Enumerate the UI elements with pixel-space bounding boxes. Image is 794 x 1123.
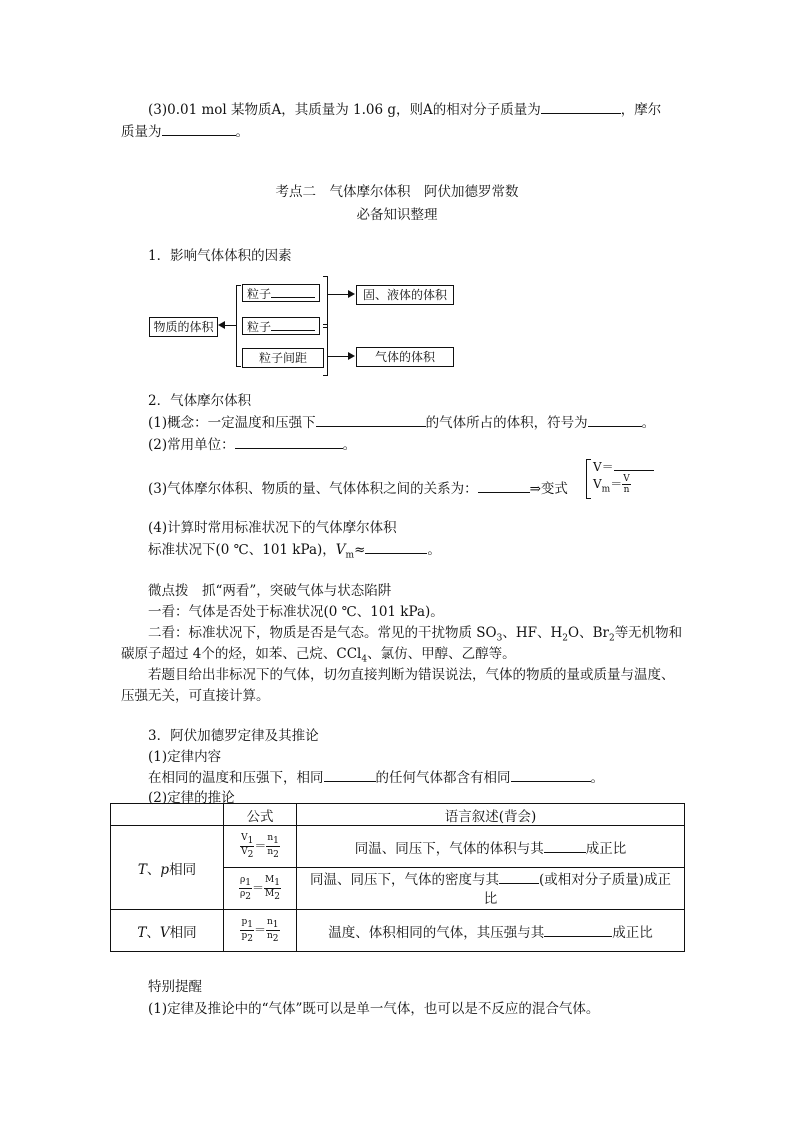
avogadro-law-table: [110, 803, 685, 952]
remind-title: 特别提醒: [148, 979, 202, 995]
formula-cell: $\frac{\rho_1}{\rho_2}$ ＝ $\frac{M_1}{M_2}$: [224, 868, 297, 910]
s1-heading: 1．影响气体体积的因素: [148, 248, 292, 264]
statement-cell: 同温、同压下，气体的体积与其 成正比: [297, 826, 685, 868]
tip-l1: 一看：气体是否处于标准状况(0 ℃、101 kPa)。: [148, 604, 444, 620]
q3-line2: 质量为 。: [121, 120, 249, 140]
right-brace-top: [323, 276, 328, 328]
answer-blank[interactable]: [544, 838, 586, 853]
condition-cell: T、p相同: [111, 826, 224, 910]
s2-p3: (3)气体摩尔体积、物质的量、气体体积之间的关系为： ⇒变式: [148, 477, 568, 497]
answer-blank[interactable]: [478, 478, 530, 493]
tip-l3: 碳原子超过 4个的烃，如苯、己烷、CCl$_4$、氯仿、甲醇、乙醇等。: [121, 646, 516, 665]
s2-heading: 2．气体摩尔体积: [148, 393, 252, 409]
result-box-1: 固、液体的体积: [356, 285, 454, 305]
arrow-right-icon: [348, 290, 355, 298]
s3-p1: (1)定律内容: [148, 749, 222, 765]
answer-blank[interactable]: [541, 99, 621, 114]
condition-cell: T、V相同: [111, 910, 224, 952]
tip-l2: 二看：标准状况下，物质是否是气态。常见的干扰物质 $SO_3$、HF、$H_2O$、$Br_2$等无机物和: [148, 625, 683, 644]
s3-p2: 在相同的温度和压强下，相同 的任何气体都含有相同 。: [148, 766, 604, 786]
q3-line1: (3)0.01 mol 某物质A，其质量为 1.06 g，则A的相对分子质量为 ，摩尔: [148, 98, 661, 118]
section-title: 考点二 气体摩尔体积 阿伏加德罗常数: [275, 184, 519, 200]
variant-vm: $V_m=$ $\frac{V}{n}$: [593, 474, 630, 495]
remind-l1: (1)定律及推论中的“气体”既可以是单一气体，也可以是不反应的混合气体。: [148, 1001, 600, 1017]
factor-box-3: 粒子间距: [242, 348, 324, 368]
section-subtitle: 必备知识整理: [356, 207, 438, 223]
answer-blank[interactable]: [511, 767, 591, 782]
factor-box-2: 粒子: [242, 317, 320, 335]
answer-blank[interactable]: [499, 869, 539, 884]
answer-blank[interactable]: [544, 922, 612, 937]
right-brace-bottom: [323, 324, 328, 376]
answer-blank[interactable]: [235, 434, 343, 449]
arrow-right-icon: [348, 352, 355, 360]
factor-box-1: 粒子: [242, 284, 320, 302]
formula-cell: $\frac{p_1}{p_2}$ ＝ $\frac{n_1}{n_2}$: [224, 910, 297, 952]
fraction: $\frac{V}{n}$: [623, 474, 630, 495]
answer-blank[interactable]: [271, 318, 315, 331]
answer-blank[interactable]: [162, 121, 236, 136]
left-brace: [236, 285, 241, 367]
tip-title: 微点拨 抓“两看”，突破气体与状态陷阱: [148, 583, 392, 599]
s2-p5: 标准状况下(0 ℃、101 kPa)，$V_m\approx$ 。: [148, 538, 441, 561]
diagram-source-box: 物质的体积: [149, 317, 218, 337]
result-box-2: 气体的体积: [356, 347, 454, 367]
answer-blank[interactable]: [324, 767, 376, 782]
answer-blank[interactable]: [588, 412, 642, 427]
formula-cell: $\frac{V_1}{V_2}$ ＝ $\frac{n_1}{n_2}$: [224, 826, 297, 868]
s3-heading: 3．阿伏加德罗定律及其推论: [148, 728, 319, 744]
table-header: 语言叙述(背会): [297, 804, 685, 826]
tip-l5: 压强无关，可直接计算。: [121, 688, 270, 704]
variant-brace: [586, 459, 591, 499]
s2-p1: (1)概念：一定温度和压强下 的气体所占的体积，符号为 。: [148, 411, 655, 431]
table-header: [111, 804, 224, 826]
answer-blank[interactable]: [271, 285, 315, 298]
answer-blank[interactable]: [365, 539, 427, 554]
answer-blank[interactable]: [316, 412, 426, 427]
s2-p2: (2)常用单位： 。: [148, 433, 356, 453]
answer-blank[interactable]: [614, 459, 654, 471]
variant-v: V＝: [593, 458, 654, 475]
statement-cell: 温度、体积相同的气体，其压强与其 成正比: [297, 910, 685, 952]
table-header: 公式: [224, 804, 297, 826]
tip-l4: 若题目给出非标况下的气体，切勿直接判断为错误说法，气体的物质的量或质量与温度、: [148, 667, 675, 683]
statement-cell: 同温、同压下，气体的密度与其 (或相对分子质量)成正 比: [297, 868, 685, 910]
s2-p4: (4)计算时常用标准状况下的气体摩尔体积: [148, 520, 397, 536]
s3-p3: (2)定律的推论: [148, 790, 235, 806]
